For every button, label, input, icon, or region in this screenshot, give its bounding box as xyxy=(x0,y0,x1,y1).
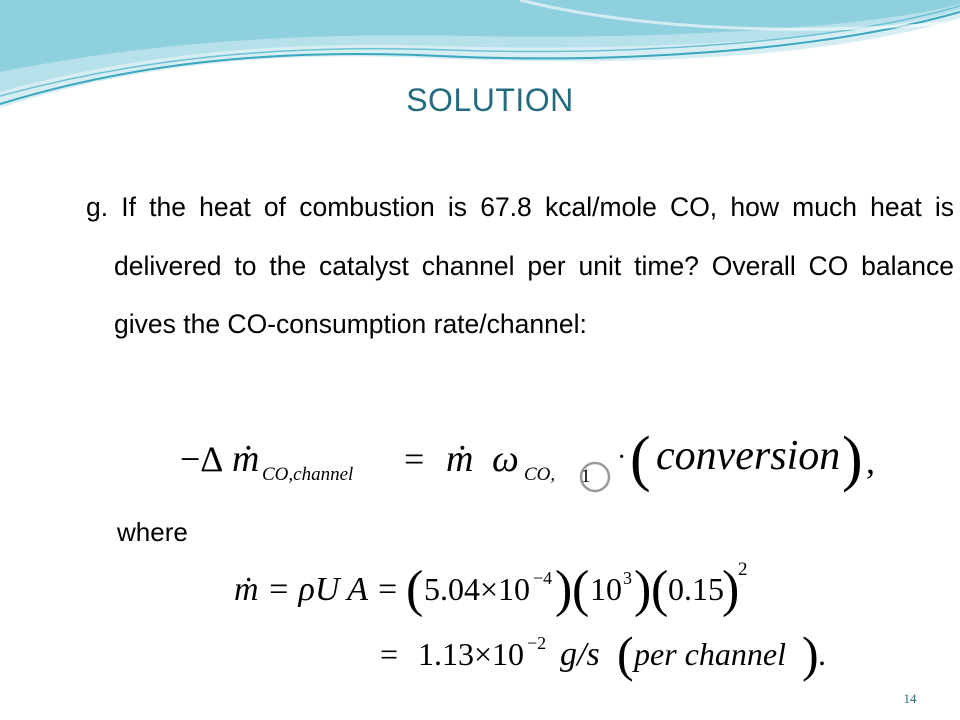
svg-text:1: 1 xyxy=(581,466,591,487)
svg-text:0.15: 0.15 xyxy=(668,571,724,607)
svg-text:ṁ = ρU A =: ṁ = ρU A = xyxy=(234,571,399,608)
svg-text:(: ( xyxy=(630,425,651,493)
svg-text:(: ( xyxy=(617,626,634,682)
svg-text:10: 10 xyxy=(590,571,622,607)
question-text: g. If the heat of combustion is 67.8 kcal/mole CO, how much heat is delivered to the catalyst channel per unit time? Overall CO balance gives the CO-consumption rate/channel: xyxy=(86,192,954,339)
svg-text:CO,channel: CO,channel xyxy=(262,464,354,485)
svg-text:−2: −2 xyxy=(527,633,547,653)
svg-text:−4: −4 xyxy=(533,568,553,588)
svg-text:(: ( xyxy=(572,561,590,618)
svg-text:): ) xyxy=(634,561,652,618)
svg-text:=: = xyxy=(404,439,425,479)
svg-text:=: = xyxy=(380,636,399,672)
svg-text:g/s: g/s xyxy=(560,636,600,673)
svg-text:ω: ω xyxy=(492,438,519,480)
svg-text:CO,: CO, xyxy=(524,464,556,485)
svg-text:): ) xyxy=(722,561,740,618)
svg-text:1.13×10: 1.13×10 xyxy=(418,636,525,672)
svg-text:·: · xyxy=(617,442,627,473)
svg-text:ṁ: ṁ xyxy=(232,438,260,480)
svg-text:per channel: per channel xyxy=(634,636,786,672)
svg-text:): ) xyxy=(842,425,863,493)
svg-text:−Δ: −Δ xyxy=(180,439,224,479)
svg-text:2: 2 xyxy=(738,559,748,580)
svg-text:3: 3 xyxy=(623,568,632,588)
svg-text:(: ( xyxy=(651,561,669,618)
mass-flow-equation xyxy=(234,559,748,618)
where-label: where xyxy=(117,517,188,547)
svg-text:): ) xyxy=(802,626,819,682)
svg-text:.: . xyxy=(818,636,826,672)
slide-title: SOLUTION xyxy=(406,82,574,118)
svg-text:ṁ: ṁ xyxy=(446,438,474,480)
svg-text:5.04×10: 5.04×10 xyxy=(424,571,531,607)
svg-text:(: ( xyxy=(406,561,424,618)
svg-text:conversion: conversion xyxy=(656,433,841,479)
mass-flow-result xyxy=(380,626,826,682)
page-number: 14 xyxy=(903,691,917,706)
co-consumption-equation xyxy=(180,425,875,493)
svg-text:): ) xyxy=(555,561,573,618)
svg-text:,: , xyxy=(866,441,875,481)
